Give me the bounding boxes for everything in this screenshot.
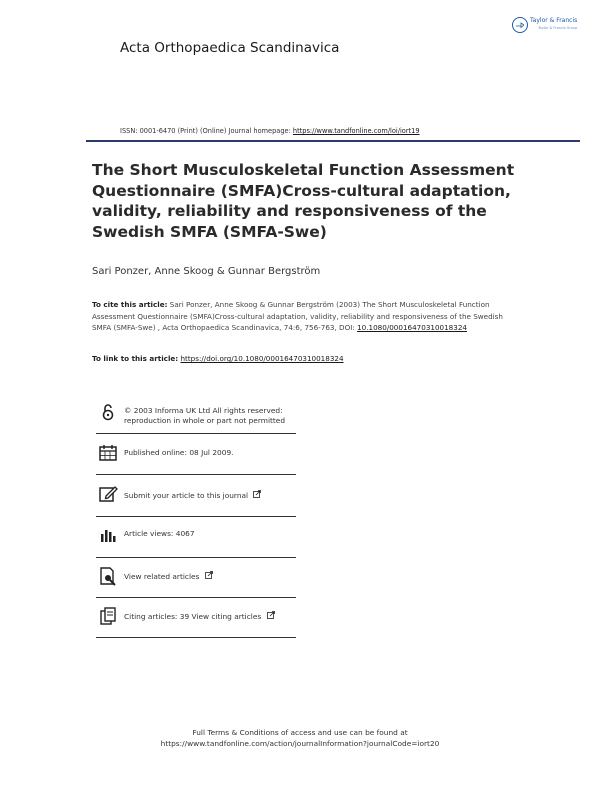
copyright-line-1: © 2003 Informa UK Ltd All rights reserved: [124,406,283,415]
copyright-line-2: reproduction in whole or part not permitted [124,416,286,425]
article-title: The Short Musculoskeletal Function Assessment Questionnaire (SMFA)Cross-cultural adaptation, validity, reliability and responsiveness of the Swedish SMFA (SMFA-Swe) [92,161,515,241]
divider [96,597,296,598]
issn-line [120,127,420,135]
divider [96,433,296,434]
related-search-icon [98,566,118,586]
cite-doi-link[interactable]: 10.1080/00016470310018324 [357,323,467,332]
logo-circle-icon [512,17,528,33]
link-label: To link to this article: [92,354,179,363]
submit-row[interactable] [96,484,296,506]
cite-label: To cite this article: [92,300,168,309]
footer [0,727,600,749]
citing-row[interactable] [96,606,296,628]
citing-label: Citing articles: 39 View citing articles [124,612,262,621]
edit-icon [98,484,118,504]
article-doi-link[interactable]: https://doi.org/10.1080/00016470310018324 [180,354,344,363]
footer-line-1: Full Terms & Conditions of access and use can be found at [192,728,408,737]
published-row [96,443,296,465]
submit-article-link[interactable] [124,490,261,502]
logo-text: Taylor & Francis [530,17,578,24]
view-citing-link[interactable] [124,611,275,623]
header-rule [86,140,580,142]
divider [96,637,296,638]
article-link-line [92,354,344,363]
cite-text: Sari Ponzer, Anne Skoog & Gunnar Bergström (2003) The Short Musculoskeletal Function Assessment Questionnaire (SMFA)Cross-cultural adaptation, validity, reliability and responsiveness of the Swedish SMFA (SMFA-Swe) , Acta Orthopaedica Scandinavica, 74:6, 756-763, DOI: [92,300,503,332]
copyright-row [96,402,296,430]
logo-arrow-icon [516,22,524,28]
related-row[interactable] [96,566,296,588]
article-views: Article views: 4067 [124,529,195,538]
publisher-logo[interactable] [512,16,582,38]
citing-articles-icon [98,606,118,626]
open-access-lock-icon [98,402,118,422]
article-authors: Sari Ponzer, Anne Skoog & Gunnar Bergström [92,266,321,277]
external-link-icon [205,571,213,579]
external-link-icon [253,490,261,498]
journal-homepage-link[interactable]: https://www.tandfonline.com/loi/iort19 [292,127,420,135]
issn-text: ISSN: 0001-6470 (Print) (Online) Journal homepage: [120,127,291,135]
divider [96,474,296,475]
external-link-icon [267,611,275,619]
footer-journal-info-link[interactable]: https://www.tandfonline.com/action/journalInformation?journalCode=iort20 [160,739,440,748]
published-date: Published online: 08 Jul 2009. [124,448,234,457]
divider [96,516,296,517]
calendar-icon [98,443,118,463]
submit-label: Submit your article to this journal [124,491,249,500]
related-label: View related articles [124,572,200,581]
divider [96,557,296,558]
citation-block [92,299,512,334]
view-related-link[interactable] [124,571,213,583]
bar-chart-icon [98,525,118,545]
journal-title: Acta Orthopaedica Scandinavica [120,40,340,56]
logo-subtext: Taylor & Francis Group [538,26,578,30]
views-row [96,525,296,547]
